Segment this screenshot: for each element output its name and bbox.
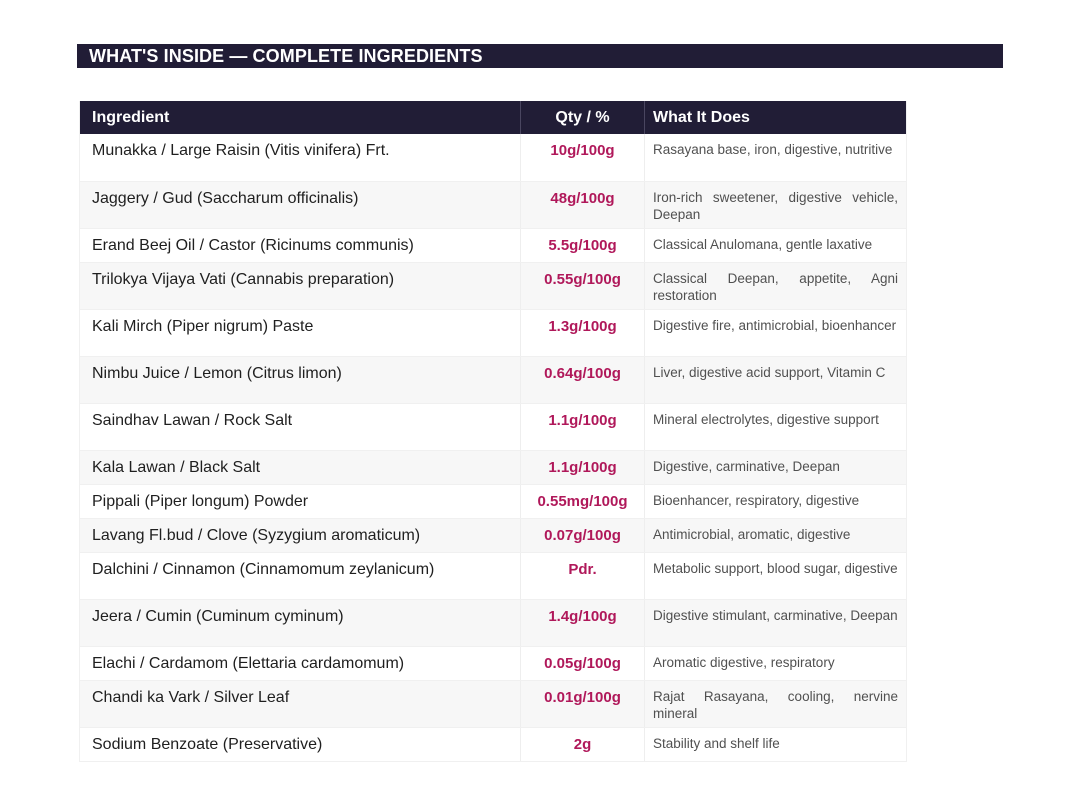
- ingredient-benefit: Classical Anulomana, gentle laxative: [645, 228, 907, 262]
- table-row: [80, 484, 907, 518]
- ingredients-table: [79, 101, 907, 762]
- ingredient-benefit: Antimicrobial, aromatic, digestive: [645, 518, 907, 552]
- ingredient-benefit: Digestive fire, antimicrobial, bioenhancer: [645, 309, 907, 356]
- ingredient-benefit: Metabolic support, blood sugar, digestive: [645, 552, 907, 599]
- table-row: [80, 646, 907, 680]
- ingredient-name: Dalchini / Cinnamon (Cinnamomum zeylanicum): [80, 552, 521, 599]
- table-row: [80, 599, 907, 646]
- ingredient-name: Nimbu Juice / Lemon (Citrus limon): [80, 356, 521, 403]
- ingredient-name: Jaggery / Gud (Saccharum officinalis): [80, 181, 521, 228]
- ingredient-qty: 5.5g/100g: [521, 228, 645, 262]
- ingredient-name: Chandi ka Vark / Silver Leaf: [80, 680, 521, 727]
- ingredient-qty: 0.64g/100g: [521, 356, 645, 403]
- ingredient-benefit: Classical Deepan, appetite, Agni restoration: [645, 262, 907, 309]
- table-row: [80, 518, 907, 552]
- ingredient-name: Sodium Benzoate (Preservative): [80, 727, 521, 761]
- ingredient-qty: 10g/100g: [521, 134, 645, 181]
- ingredient-name: Jeera / Cumin (Cuminum cyminum): [80, 599, 521, 646]
- table-row: [80, 552, 907, 599]
- ingredient-benefit: Liver, digestive acid support, Vitamin C: [645, 356, 907, 403]
- ingredient-qty: 2g: [521, 727, 645, 761]
- ingredient-name: Trilokya Vijaya Vati (Cannabis preparation): [80, 262, 521, 309]
- ingredient-benefit: Iron-rich sweetener, digestive vehicle, Deepan: [645, 181, 907, 228]
- table-row: [80, 181, 907, 228]
- ingredient-benefit: Mineral electrolytes, digestive support: [645, 403, 907, 450]
- table-row: [80, 450, 907, 484]
- table-row: [80, 262, 907, 309]
- column-header-what-it-does: What It Does: [645, 101, 907, 134]
- ingredient-name: Saindhav Lawan / Rock Salt: [80, 403, 521, 450]
- ingredient-benefit: Digestive stimulant, carminative, Deepan: [645, 599, 907, 646]
- table-row: [80, 356, 907, 403]
- table-row: [80, 680, 907, 727]
- ingredient-qty: 1.3g/100g: [521, 309, 645, 356]
- column-header-ingredient: Ingredient: [80, 101, 521, 134]
- ingredient-name: Kali Mirch (Piper nigrum) Paste: [80, 309, 521, 356]
- ingredient-qty: 0.55mg/100g: [521, 484, 645, 518]
- ingredient-benefit: Bioenhancer, respiratory, digestive: [645, 484, 907, 518]
- column-header-qty: Qty / %: [521, 101, 645, 134]
- table-row: [80, 134, 907, 181]
- ingredient-qty: 1.4g/100g: [521, 599, 645, 646]
- ingredient-qty: 0.55g/100g: [521, 262, 645, 309]
- ingredient-name: Kala Lawan / Black Salt: [80, 450, 521, 484]
- ingredient-name: Elachi / Cardamom (Elettaria cardamomum): [80, 646, 521, 680]
- section-title: WHAT'S INSIDE — COMPLETE INGREDIENTS: [89, 45, 483, 66]
- ingredient-name: Munakka / Large Raisin (Vitis vinifera) Frt.: [80, 134, 521, 181]
- section-header: [77, 44, 1003, 68]
- table-row: [80, 309, 907, 356]
- ingredient-benefit: Rajat Rasayana, cooling, nervine mineral: [645, 680, 907, 727]
- ingredient-name: Erand Beej Oil / Castor (Ricinums communis): [80, 228, 521, 262]
- ingredient-benefit: Rasayana base, iron, digestive, nutritive: [645, 134, 907, 181]
- table-row: [80, 228, 907, 262]
- ingredient-qty: 1.1g/100g: [521, 403, 645, 450]
- table-header-row: [80, 101, 907, 134]
- ingredient-name: Lavang Fl.bud / Clove (Syzygium aromaticum): [80, 518, 521, 552]
- ingredient-benefit: Digestive, carminative, Deepan: [645, 450, 907, 484]
- ingredient-qty: Pdr.: [521, 552, 645, 599]
- ingredient-benefit: Aromatic digestive, respiratory: [645, 646, 907, 680]
- table-row: [80, 403, 907, 450]
- ingredient-qty: 48g/100g: [521, 181, 645, 228]
- ingredient-qty: 0.05g/100g: [521, 646, 645, 680]
- ingredient-name: Pippali (Piper longum) Powder: [80, 484, 521, 518]
- ingredient-qty: 0.07g/100g: [521, 518, 645, 552]
- table-header: [80, 101, 907, 134]
- table-row: [80, 727, 907, 761]
- ingredient-qty: 0.01g/100g: [521, 680, 645, 727]
- ingredient-qty: 1.1g/100g: [521, 450, 645, 484]
- ingredient-benefit: Stability and shelf life: [645, 727, 907, 761]
- table-body: [80, 134, 907, 761]
